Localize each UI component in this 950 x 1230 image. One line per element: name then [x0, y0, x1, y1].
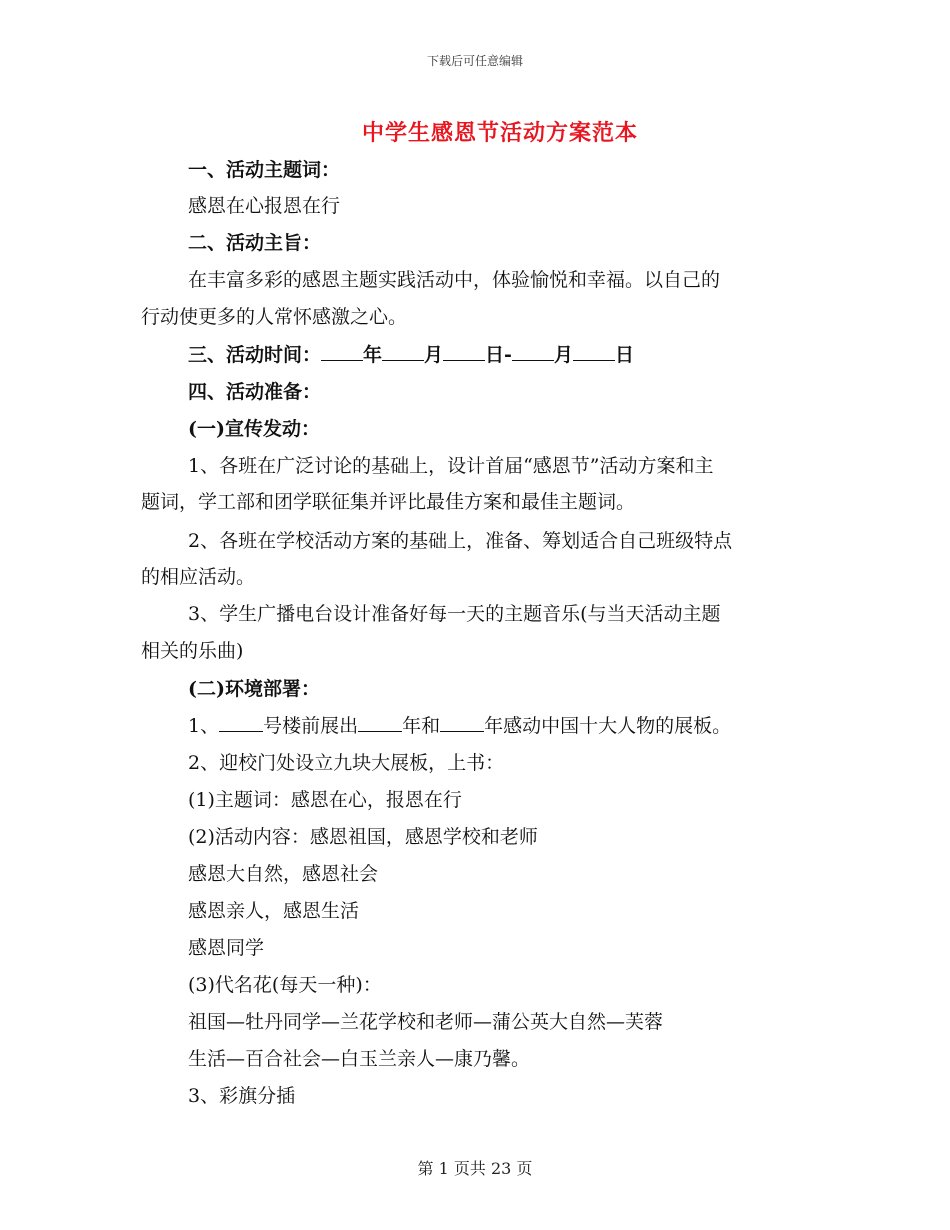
environment-item-2-flowers-heading: (3)代名花(每天一种)：: [188, 974, 382, 996]
environment-item-2-flowers-line-1: 祖国—牡丹同学—兰花学校和老师—蒲公英大自然—芙蓉: [188, 1011, 664, 1033]
month-label: 月: [424, 344, 444, 366]
day-dash-label: 日-: [485, 344, 512, 366]
blank-year: [321, 342, 363, 361]
item-3-line-2: 相关的乐曲): [141, 640, 244, 662]
subsection-1-heading: (一)宣传发动：: [188, 418, 320, 440]
blank-day: [443, 342, 485, 361]
section-2-paragraph-line-1: 在丰富多彩的感恩主题实践活动中，体验愉悦和幸福。以自己的: [188, 269, 721, 291]
item-1-line-2: 题词，学工部和团学联征集并评比最佳方案和最佳主题词。: [141, 491, 636, 513]
blank-building: [219, 713, 263, 732]
blank-year-a: [358, 713, 402, 732]
item-1-line-1: 1、各班在广泛讨论的基础上，设计首届“感恩节”活动方案和主: [188, 455, 714, 477]
document-title: 中学生感恩节活动方案范本: [361, 120, 638, 146]
section-2-heading: 二、活动主旨：: [188, 232, 322, 254]
section-4-heading: 四、活动准备：: [188, 381, 322, 403]
environment-item-2-content-3: 感恩亲人，感恩生活: [188, 900, 360, 922]
item-2-line-2: 的相应活动。: [141, 566, 256, 588]
month-label-2: 月: [553, 344, 573, 366]
env-1-prefix: 1、: [188, 715, 220, 737]
environment-item-1: [188, 713, 731, 739]
environment-item-2-content-4: 感恩同学: [188, 937, 265, 959]
day-label-2: 日: [614, 344, 634, 366]
item-2-line-1: 2、各班在学校活动方案的基础上，准备、筹划适合自己班级特点: [188, 530, 733, 552]
year-label: 年: [363, 344, 383, 366]
subsection-2-heading: (二)环境部署：: [188, 678, 320, 700]
blank-day-2: [573, 342, 615, 361]
environment-item-2: 2、迎校门处设立九块大展板，上书：: [188, 752, 505, 774]
section-1-heading: 一、活动主题词：: [188, 159, 341, 181]
blank-year-b: [440, 713, 484, 732]
section-3-activity-time: [188, 342, 634, 368]
page-footer: 第 1 页共 23 页: [417, 1159, 533, 1178]
section-1-text: 感恩在心报恩在行: [188, 195, 341, 217]
header-note: 下载后可任意编辑: [426, 54, 523, 68]
section-3-label: 三、活动时间：: [188, 344, 322, 366]
section-2-paragraph-line-2: 行动使更多的人常怀感激之心。: [141, 306, 408, 328]
env-1-text-2: 年和: [402, 715, 441, 737]
env-1-text-1: 号楼前展出: [263, 715, 359, 737]
env-1-text-3: 年感动中国十大人物的展板。: [484, 715, 732, 737]
environment-item-2-theme: (1)主题词：感恩在心，报恩在行: [188, 789, 462, 811]
item-3-line-1: 3、学生广播电台设计准备好每一天的主题音乐(与当天活动主题: [188, 603, 721, 625]
blank-month: [382, 342, 424, 361]
environment-item-3: 3、彩旗分插: [188, 1085, 296, 1107]
environment-item-2-content: (2)活动内容：感恩祖国，感恩学校和老师: [188, 826, 538, 848]
environment-item-2-flowers-line-2: 生活—百合社会—白玉兰亲人—康乃馨。: [188, 1048, 531, 1070]
blank-month-2: [512, 342, 554, 361]
environment-item-2-content-2: 感恩大自然，感恩社会: [188, 863, 379, 885]
